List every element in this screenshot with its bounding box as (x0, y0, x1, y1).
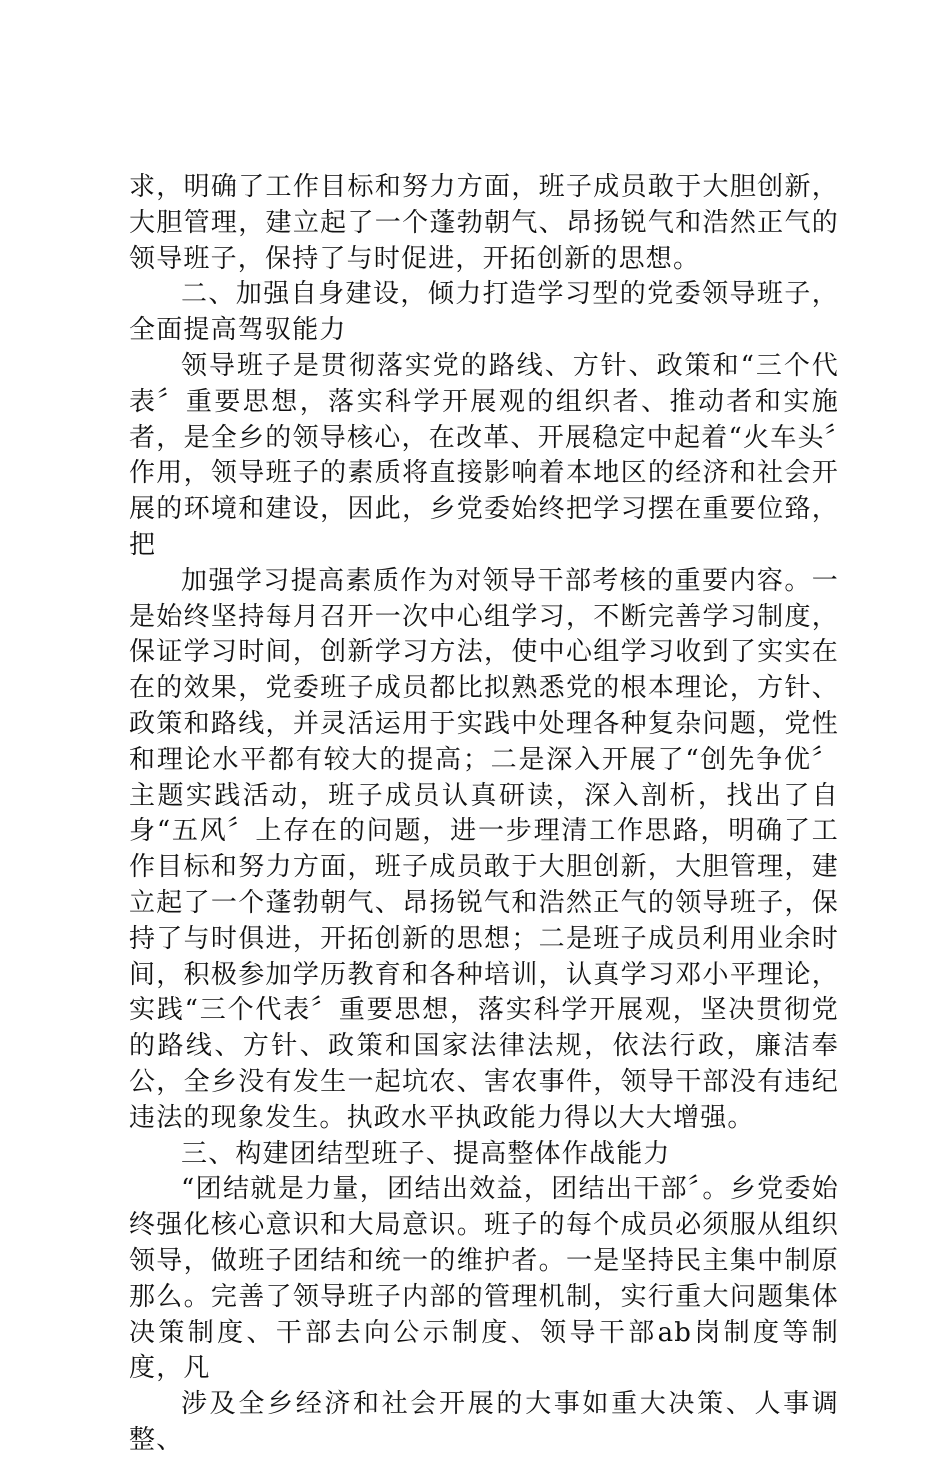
paragraph-4: 加强学习提高素质作为对领导干部考核的重要内容。一是始终坚持每月召开一次中心组学习，不断完善学习制度，保证学习时间，创新学习方法，使中心组学习收到了实实在在的效果，党委班子成员都比拟熟悉党的根本理论，方针、政策和路线，并灵活运用于实践中处理各种复杂问题，党性和理论水平都有较大的提高；二是深入开展了“创先争优〞主题实践活动，班子成员认真研读，深入剖析，找出了自身“五风〞上存在的问题，进一步理清工作思路，明确了工作目标和努力方面，班子成员敢于大胆创新，大胆管理，建立起了一个蓬勃朝气、昂扬锐气和浩然正气的领导班子，保持了与时俱进，开拓创新的思想；二是班子成员利用业余时间，积极参加学历教育和各种培训，认真学习邓小平理论，实践“三个代表〞重要思想，落实科学开展观，坚决贯彻党的路线、方针、政策和国家法律法规，依法行政，廉洁奉公，全乡没有发生一起坑农、害农事件，领导干部没有违纪违法的现象发生。执政水平执政能力得以大大增强。 (129, 565, 839, 1133)
paragraph-6: “团结就是力量，团结出效益，团结出干部〞。乡党委始终强化核心意识和大局意识。班子的每个成员必须服从组织领导，做班子团结和统一的维护者。一是坚持民主集中制原那么。完善了领导班子内部的管理机制，实行重大问题集体决策制度、干部去向公示制度、领导干部ab岗制度等制度，凡 (129, 1174, 839, 1384)
paragraph-7: 涉及全乡经济和社会开展的大事如重大决策、人事调整、 (129, 1389, 839, 1455)
paragraph-1: 求，明确了工作目标和努力方面，班子成员敢于大胆创新，大胆管理，建立起了一个蓬勃朝气、昂扬锐气和浩然正气的领导班子，保持了与时促进，开拓创新的思想。 (129, 172, 839, 274)
paragraph-3: 领导班子是贯彻落实党的路线、方针、政策和“三个代表〞重要思想，落实科学开展观的组织者、推动者和实施者，是全乡的领导核心，在改革、开展稳定中起着“火车头〞作用，领导班子的素质将直接影响着本地区的经济和社会开展的环境和建设，因此，乡党委始终把学习摆在重要位臵，把 (129, 350, 839, 560)
document-body (129, 170, 839, 1459)
section-heading-2: 二、加强自身建设，倾力打造学习型的党委领导班子，全面提高驾驭能力 (129, 279, 839, 346)
section-heading-3: 三、构建团结型班子、提高整体作战能力 (181, 1138, 671, 1169)
